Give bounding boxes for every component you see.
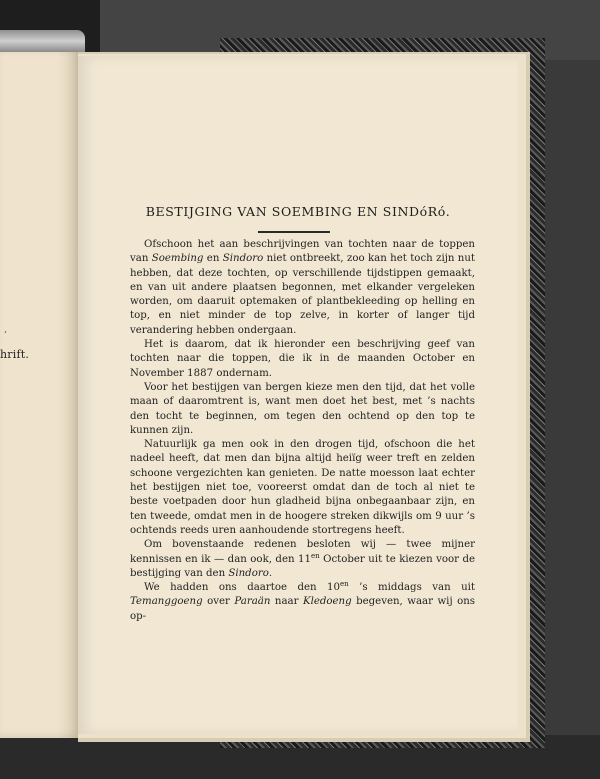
text-run: en: [203, 253, 223, 265]
text-run: Het is daarom, dat ik hieronder een beschrijving geef van tochten naar die toppen, die ik in de maanden October en November 1887 ondernam.: [130, 339, 475, 379]
left-page-fragment: hrift.: [0, 348, 30, 361]
text-run: naar: [270, 596, 303, 608]
italic-text: Temanggoeng: [130, 596, 203, 608]
text-run: begeven, waar wij ons op-: [130, 596, 475, 622]
italic-text: Soembing: [151, 253, 204, 265]
paragraph: [130, 581, 475, 624]
right-page: [78, 56, 518, 734]
title-rule: [258, 231, 330, 233]
headband: [0, 30, 85, 52]
text-run: ’s middags van uit: [348, 582, 475, 594]
italic-text: Sindoro: [222, 253, 264, 265]
italic-text: Paraän: [234, 596, 271, 608]
body-text: [130, 236, 475, 624]
superscript-text: en: [339, 580, 349, 589]
paragraph: [130, 338, 475, 381]
text-run: October uit te kiezen voor de bestijging van den: [130, 553, 476, 579]
text-run: niet ontbreekt, zoo kan het toch zijn nut hebben, dat deze tochten, op verschillende tijdstippen gemaakt, en van uit andere plaatsen begonnen, met elkander vergeleken worden, om daaruit optemaken of plantbekleeding op helling en top, en niet minder de top zelve, in korter of langer tijd verandering hebben ondergaan.: [130, 253, 475, 336]
text-run: We hadden ons daartoe den 10: [144, 582, 340, 594]
left-page-mark: ’: [4, 331, 7, 341]
text-run: Om bovenstaande redenen besloten wij — twee mijner kennissen en ik — dan ook, den 11: [130, 539, 475, 565]
italic-text: Sindoro: [228, 567, 269, 579]
text-run: Natuurlijk ga men ook in den drogen tijd, ofschoon die het nadeel heeft, dat men dan bijna altijd heiïg weer treft en zelden schoone vergezichten kan genieten. De natte moesson laat echter het bestijgen niet toe, vooreerst omdat dan de toch al niet te beste voetpaden door hun gladheid bijna onbegaanbaar zijn, en ten tweede, omdat men in de hoogere streken dikwijls om 9 uur ’s ochtends reeds uren aanhoudende stortregens heeft.: [130, 439, 475, 536]
superscript-text: en: [310, 551, 320, 560]
left-page: [0, 48, 82, 738]
text-run: Voor het bestijgen van bergen kieze men den tijd, dat het volle maan of daaromtrent is, want men doet het best, met ’s nachts den tocht te beginnen, om tegen den ochtend op den top te kunnen zijn.: [130, 381, 475, 436]
text-run: Ofschoon het aan beschrijvingen van tochten naar de toppen van: [130, 239, 475, 265]
paragraph: [130, 538, 475, 581]
italic-text: Kledoeng: [302, 596, 352, 608]
paragraph: [130, 238, 475, 338]
paragraph: [130, 381, 475, 438]
paragraph: [130, 438, 475, 538]
page-title: BESTIJGING VAN SOEMBING EN SINDóRó.: [145, 204, 451, 219]
text-run: over: [202, 596, 235, 608]
text-run: .: [268, 567, 273, 579]
